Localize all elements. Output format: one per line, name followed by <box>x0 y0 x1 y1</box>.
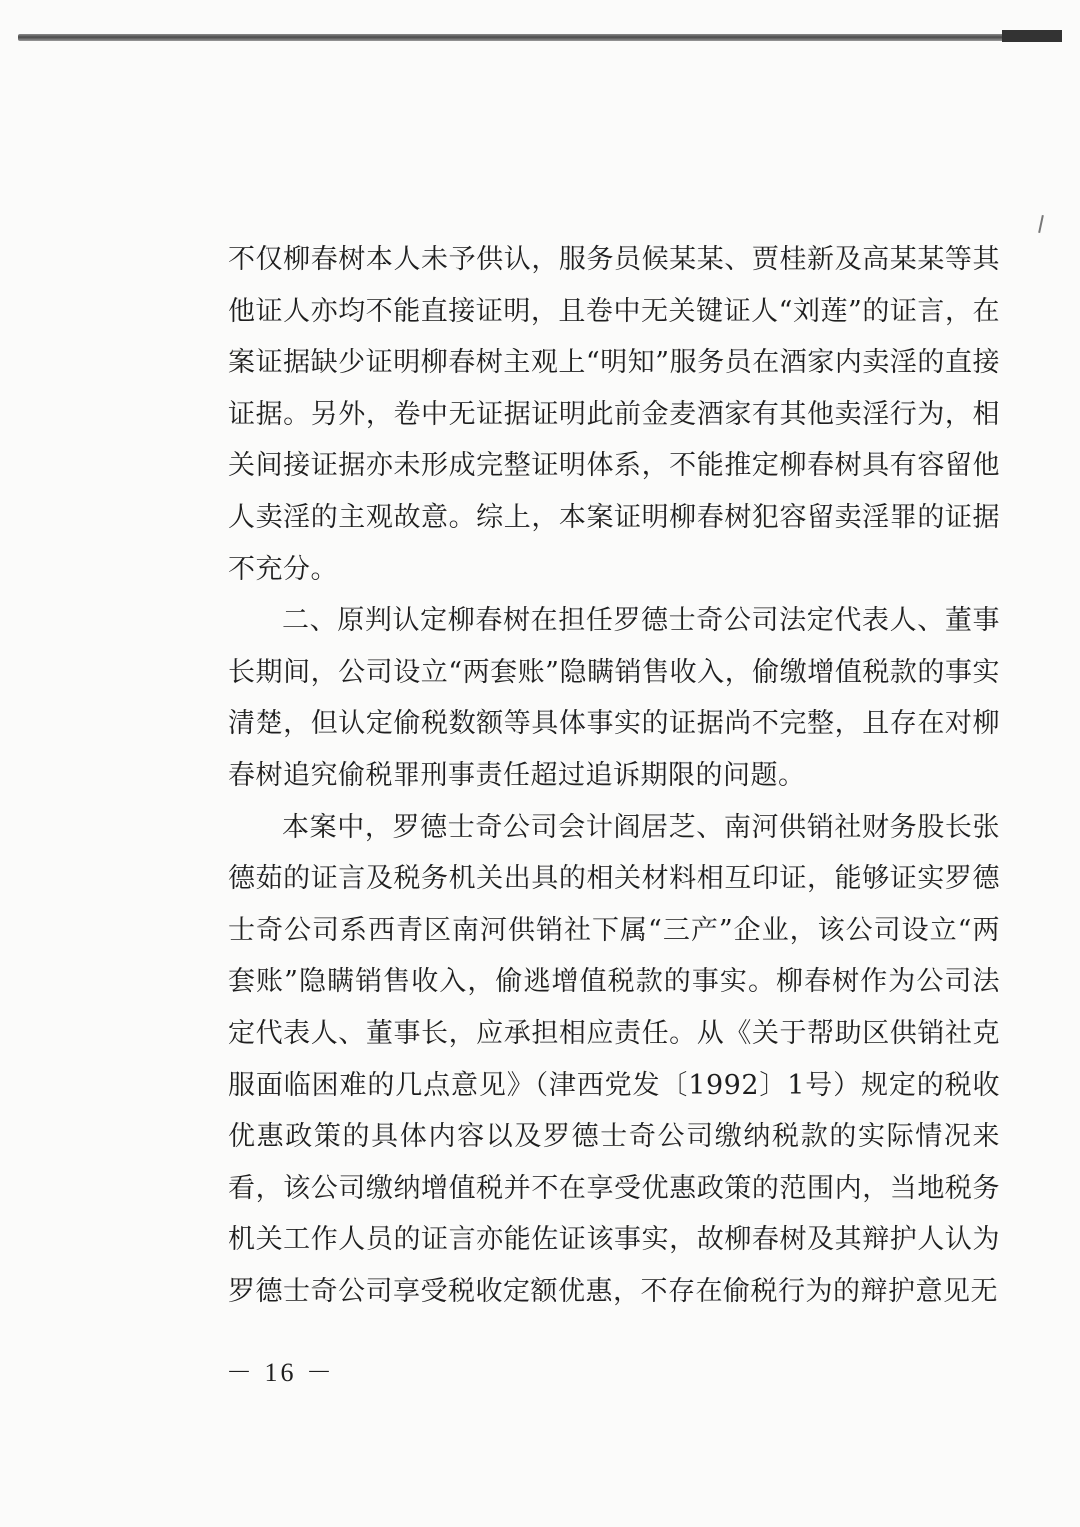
paragraph-case-analysis: 本案中，罗德士奇公司会计阎居芝、南河供销社财务股长张德茹的证言及税务机关出具的相关材料相互印证，能够证实罗德士奇公司系西青区南河供销社下属“三产”企业，该公司设立“两套账”隐瞒销售收入，偷逃增值税款的事实。柳春树作为公司法定代表人、董事长，应承担相应责任。从《关于帮助区供销社克服面临困难的几点意见》（津西党发〔1992〕1号）规定的税收优惠政策的具体内容以及罗德士奇公司缴纳税款的实际情况来看，该公司缴纳增值税并不在享受优惠政策的范围内，当地税务机关工作人员的证言亦能佐证该事实，故柳春树及其辩护人认为罗德士奇公司享受税收定额优惠，不存在偷税行为的辩护意见无 <box>228 811 1000 1307</box>
body-text <box>228 234 1000 1317</box>
paragraph-continuation: 不仅柳春树本人未予供认，服务员候某某、贾桂新及高某某等其他证人亦均不能直接证明，且卷中无关键证人“刘莲”的证言，在案证据缺少证明柳春树主观上“明知”服务员在酒家内卖淫的直接证据。另外，卷中无证据证明此前金麦酒家有其他卖淫行为，相关间接证据亦未形成完整证明体系，不能推定柳春树具有容留他人卖淫的主观故意。综上，本案证明柳春树犯容留卖淫罪的证据不充分。 <box>228 244 1000 585</box>
stray-scan-mark <box>1038 215 1044 233</box>
scan-edge-dark-corner <box>1002 30 1062 42</box>
page-number: － 16 － <box>226 1358 336 1387</box>
paragraph-section-two: 二、原判认定柳春树在担任罗德士奇公司法定代表人、董事长期间，公司设立“两套账”隐瞒销售收入，偷缴增值税款的事实清楚，但认定偷税数额等具体事实的证据尚不完整，且存在对柳春树追究偷税罪刑事责任超过追诉期限的问题。 <box>228 605 1000 791</box>
scan-edge-line <box>18 34 1062 41</box>
